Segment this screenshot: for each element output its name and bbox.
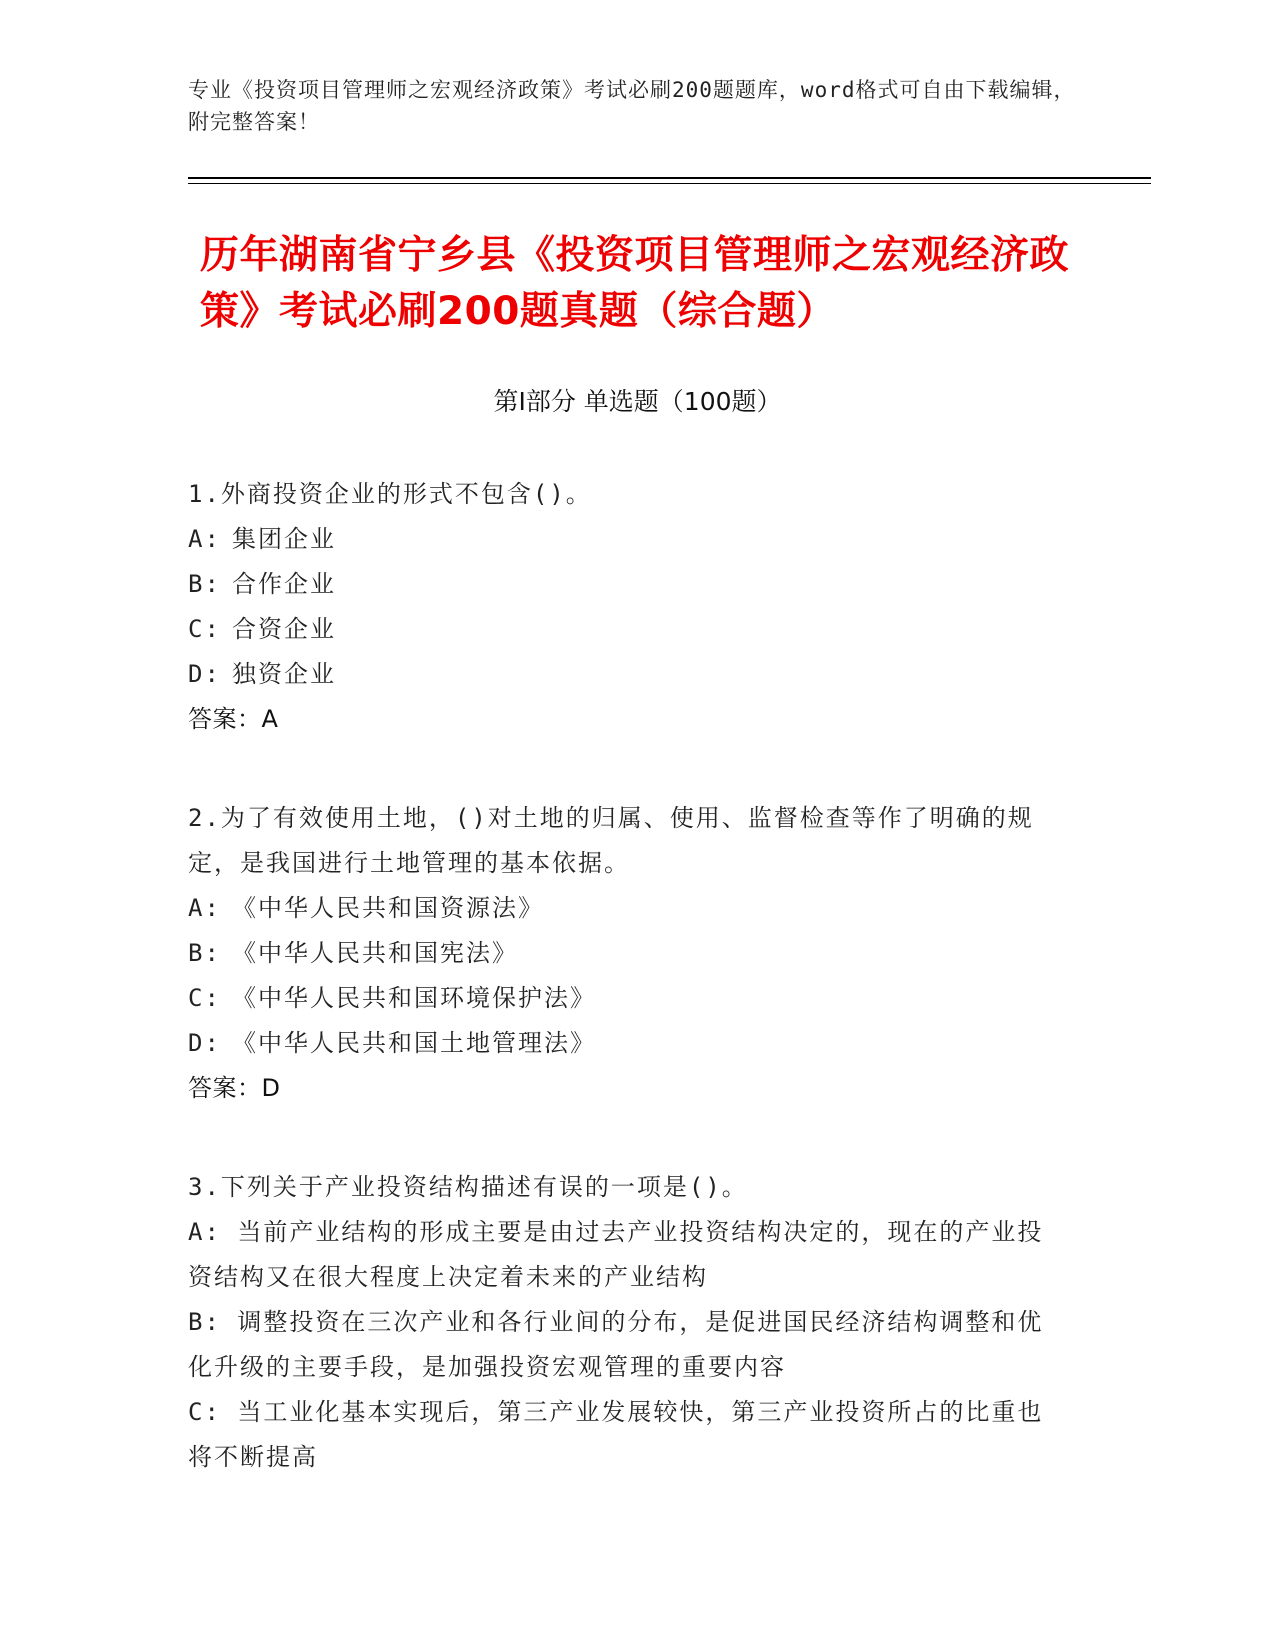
option-text: 当工业化基本实现后，第三产业发展较快，第三产业投资所占的比重也将不断提高	[188, 1398, 1044, 1471]
option-letter: A:	[188, 894, 221, 922]
option-text: 独资企业	[232, 660, 336, 688]
option-text: 当前产业结构的形成主要是由过去产业投资结构决定的，现在的产业投资结构又在很大程度上决定着未来的产业结构	[188, 1218, 1044, 1291]
document-title: 历年湖南省宁乡县《投资项目管理师之宏观经济政策》考试必刷200题真题（综合题）	[200, 233, 1070, 334]
option-c	[188, 1390, 1068, 1480]
option-letter: D:	[188, 1029, 221, 1057]
question-stem: 2.为了有效使用土地，()对土地的归属、使用、监督检查等作了明确的规定，是我国进行土地管理的基本依据。	[188, 804, 1034, 877]
question-3	[188, 1165, 1068, 1480]
option-letter: C:	[188, 984, 221, 1012]
answer-line	[188, 1066, 1068, 1111]
answer-value: A	[261, 705, 279, 733]
option-d	[188, 1021, 1068, 1066]
option-a	[188, 1210, 1068, 1300]
option-text: 集团企业	[232, 525, 336, 553]
header-divider-thick	[188, 177, 1151, 179]
option-letter: A:	[188, 525, 221, 553]
question-stem: 3.下列关于产业投资结构描述有误的一项是()。	[188, 1173, 748, 1201]
answer-line	[188, 697, 1068, 742]
option-letter: B:	[188, 1308, 238, 1336]
option-b	[188, 1300, 1068, 1390]
question-list	[188, 472, 1068, 1534]
header-divider-thin	[188, 183, 1151, 184]
answer-label: 答案：	[188, 705, 262, 733]
option-text: 《中华人民共和国土地管理法》	[232, 1029, 596, 1057]
option-text: 合资企业	[232, 615, 336, 643]
option-a	[188, 886, 1068, 931]
option-b	[188, 562, 1068, 607]
option-text: 《中华人民共和国宪法》	[232, 939, 518, 967]
question-2	[188, 796, 1068, 1111]
option-text: 调整投资在三次产业和各行业间的分布，是促进国民经济结构调整和优化升级的主要手段，是加强投资宏观管理的重要内容	[188, 1308, 1044, 1381]
answer-value: D	[261, 1074, 281, 1102]
option-letter: A:	[188, 1218, 238, 1246]
option-letter: C:	[188, 615, 221, 643]
option-c	[188, 607, 1068, 652]
question-1	[188, 472, 1068, 742]
question-stem: 1.外商投资企业的形式不包含()。	[188, 480, 592, 508]
option-text: 《中华人民共和国资源法》	[232, 894, 544, 922]
option-letter: D:	[188, 660, 221, 688]
option-b	[188, 931, 1068, 976]
option-a	[188, 517, 1068, 562]
option-c	[188, 976, 1068, 1021]
option-text: 合作企业	[232, 570, 336, 598]
option-text: 《中华人民共和国环境保护法》	[232, 984, 596, 1012]
option-letter: B:	[188, 570, 221, 598]
option-letter: C:	[188, 1398, 238, 1426]
answer-label: 答案：	[188, 1074, 262, 1102]
option-letter: B:	[188, 939, 221, 967]
section-title: 第Ⅰ部分 单选题（100题）	[493, 387, 782, 416]
option-d	[188, 652, 1068, 697]
header-note: 专业《投资项目管理师之宏观经济政策》考试必刷200题题库，word格式可自由下载编辑，附完整答案！	[188, 78, 1076, 134]
